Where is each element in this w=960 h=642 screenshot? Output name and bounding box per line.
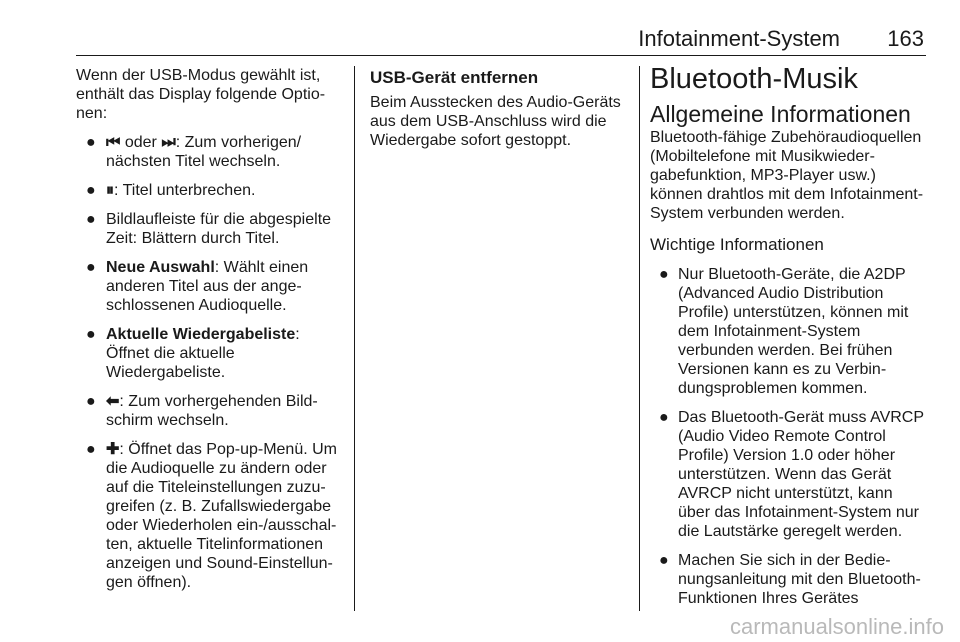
list-item: ● Neue Auswahl: Wählt einen anderen Titel aus der angeschlossenen Audioquelle. [86,259,309,314]
list-item: ● ⏮ oder ⏭: Zum vorherigen/ nächsten Titel wechseln. [86,134,302,170]
list-item: ● ✚: Öffnet das Pop-up-Menü. Um die Audioquelle zu ändern oder auf die Titeleinstellungen zuzugreifen (z. B. Zufallswiedergabe oder Wiederholen ein-/ausschalten, aktuelle Titelinformationen anzeigen und Sound-Einstellungen öffnen). [86,441,337,591]
list-item: ● ⬅: Zum vorhergehenden Bildschirm wechseln. [86,393,318,429]
usb-remove-heading: USB-Gerät entfernen [370,68,539,87]
column-usb-remove [370,66,628,150]
chapter-title: Bluetooth-Musik [650,63,858,95]
important-info-list [650,265,926,608]
usb-remove-body: Beim Ausstecken des Audio-Geräts aus dem USB-Anschluss wird die Wiedergabe sofort gestoppt. [370,94,621,149]
page-number: 163 [887,26,924,51]
back-arrow-icon: ⬅ [106,393,120,410]
usb-options-list [76,133,344,592]
page-header [76,26,926,52]
header-rule [76,55,926,56]
list-item: ● Das Bluetooth-Gerät muss AVRCP (Audio Video Remote Control Profile) Version 1.0 oder höher unterstützen. Wenn das Gerät AVRCP nicht unterstützt, kann über das Infotainment-System nur die Lautstärke geregelt werden. [659,409,924,540]
list-item: ● Nur Bluetooth-Geräte, die A2DP (Advanced Audio Distribution Profile) unterstützen, können mit dem Infotainment-System verbunden werden. Bei frühen Versionen kann es zu Verbindungsproblemen kommen. [659,266,909,397]
subsection-title: Wichtige Informationen [650,235,824,254]
list-item: ● Bildlaufleiste für die abgespielte Zeit: Blättern durch Titel. [86,211,332,247]
bluetooth-intro: Bluetooth-fähige Zubehöraudioquellen (Mobiltelefone mit Musikwiedergabefunktion, MP3-Player usw.) können drahtlos mit dem Infotainment-System verbunden werden. [650,129,924,222]
list-item: ● Aktuelle Wiedergabeliste: Öffnet die aktuelle Wiedergabeliste. [86,326,300,381]
column-bluetooth [650,63,926,608]
running-title: Infotainment-System [638,26,840,51]
next-track-icon: ⏭ [161,134,176,151]
column-divider-2 [639,66,640,611]
option-name: Aktuelle Wiedergabeliste [106,326,296,343]
watermark: carmanualsonline.info [729,614,944,639]
list-item: ● ⏸: Titel unterbrechen. [86,182,256,199]
pause-icon: ⏸ [106,182,115,199]
previous-track-icon: ⏮ [106,134,121,151]
column-divider-1 [354,66,355,611]
list-item: ● Machen Sie sich in der Bedienungsanleitung mit den Bluetooth-Funktionen Ihres Gerätes [659,552,921,607]
usb-intro: Wenn der USB-Modus gewählt ist, enthält das Display folgende Optionen: [76,67,326,122]
plus-icon: ✚ [106,441,120,458]
section-title: Allgemeine Informationen [650,101,911,127]
column-usb-options [76,66,344,592]
option-name: Neue Auswahl [106,259,215,276]
